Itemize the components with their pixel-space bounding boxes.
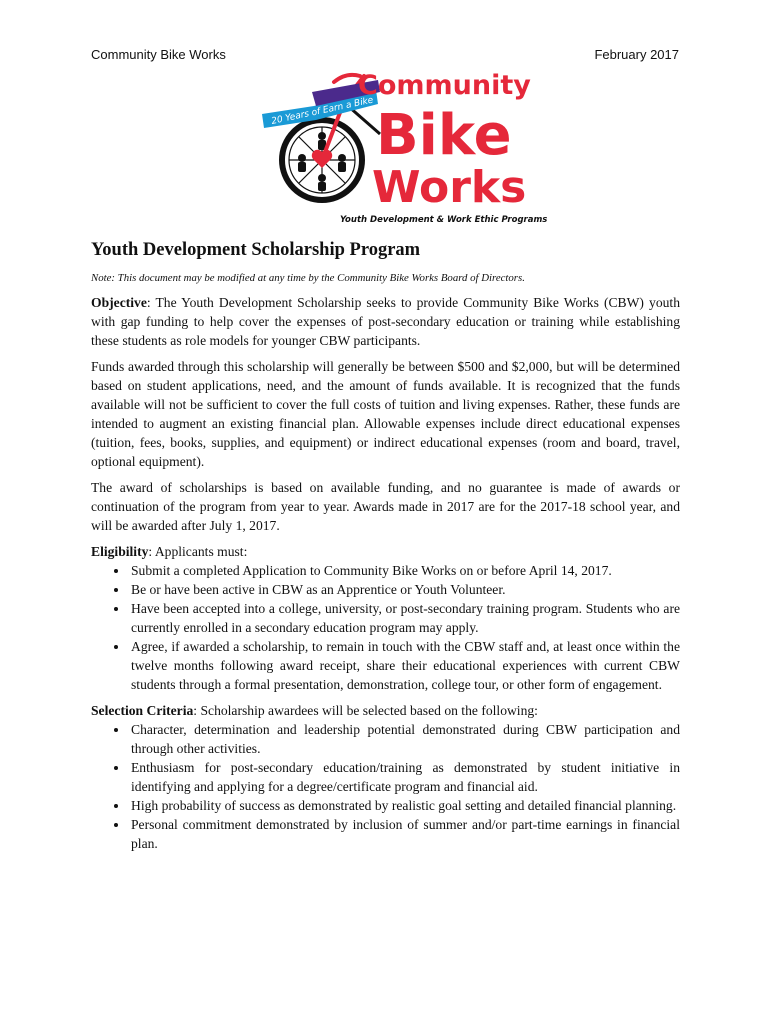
header-org: Community Bike Works: [91, 47, 226, 62]
selection-heading: [91, 701, 680, 720]
document-title: Youth Development Scholarship Program: [91, 240, 421, 260]
objective-paragraph: [91, 293, 680, 350]
logo-bike: Bike: [376, 103, 512, 168]
eligibility-heading: [91, 542, 680, 561]
list-item: • Personal commitment demonstrated by inclusion of summer and/or part-time earnings in financial plan.: [129, 815, 680, 853]
eligibility-intro: : Applicants must:: [148, 544, 248, 559]
list-item: • Submit a completed Application to Community Bike Works on or before April 14, 2017.: [129, 561, 680, 580]
list-item: • Be or have been active in CBW as an Apprentice or Youth Volunteer.: [129, 580, 680, 599]
objective-label: Objective: [91, 295, 147, 310]
header-date: February 2017: [594, 47, 679, 62]
selection-label: Selection Criteria: [91, 703, 194, 718]
community-bike-works-logo: [260, 62, 548, 230]
eligibility-label: Eligibility: [91, 544, 149, 559]
logo-works: Works: [372, 162, 527, 213]
logo-tagline: Youth Development & Work Ethic Programs: [340, 215, 548, 225]
funds-paragraph: Funds awarded through this scholarship will generally be between $500 and $2,000, but will be determined based on student applications, need, and the amount of funds available. It is recognized that the funds available will not be sufficient to cover the full costs of tuition and living expenses. Rather, these funds are intended to augment an existing financial plan. Allowable expenses include direct educational expenses (tuition, fees, books, supplies, and equipment) or indirect educational expenses (room and board, travel, optional equipment).: [91, 359, 680, 469]
logo-banner: 20 Years of Earn a Bike: [270, 95, 375, 127]
list-item: • High probability of success as demonstrated by realistic goal setting and detailed financial planning.: [129, 796, 680, 815]
document-note: Note: This document may be modified at any time by the Community Bike Works Board of Directors.: [91, 272, 525, 284]
document-body: [91, 238, 680, 860]
objective-text: : The Youth Development Scholarship seeks to provide Community Bike Works (CBW) youth with gap funding to help cover the expenses of post-secondary education or training while establishing these students as role models for younger CBW participants.: [91, 295, 680, 348]
eligibility-list: [91, 561, 680, 694]
list-item: • Enthusiasm for post-secondary education/training as demonstrated by student initiative in identifying and applying for a degree/certificate program and financial aid.: [129, 758, 680, 796]
award-paragraph: The award of scholarships is based on available funding, and no guarantee is made of awards or continuation of the program from year to year. Awards made in 2017 are for the 2017-18 school year, and will be awarded after July 1, 2017.: [91, 480, 680, 533]
list-item: • Character, determination and leadership potential demonstrated during CBW participation and through other activities.: [129, 720, 680, 758]
list-item: • Agree, if awarded a scholarship, to remain in touch with the CBW staff and, at least once within the twelve months following award receipt, share their educational experiences with current CBW students through a formal presentation, demonstration, college tour, or other form of engagement.: [129, 637, 680, 694]
list-item: • Have been accepted into a college, university, or post-secondary training program. Students who are currently enrolled in a secondary education program may apply.: [129, 599, 680, 637]
selection-intro: : Scholarship awardees will be selected based on the following:: [193, 703, 538, 718]
logo-community: Community: [358, 70, 531, 101]
selection-list: [91, 720, 680, 853]
